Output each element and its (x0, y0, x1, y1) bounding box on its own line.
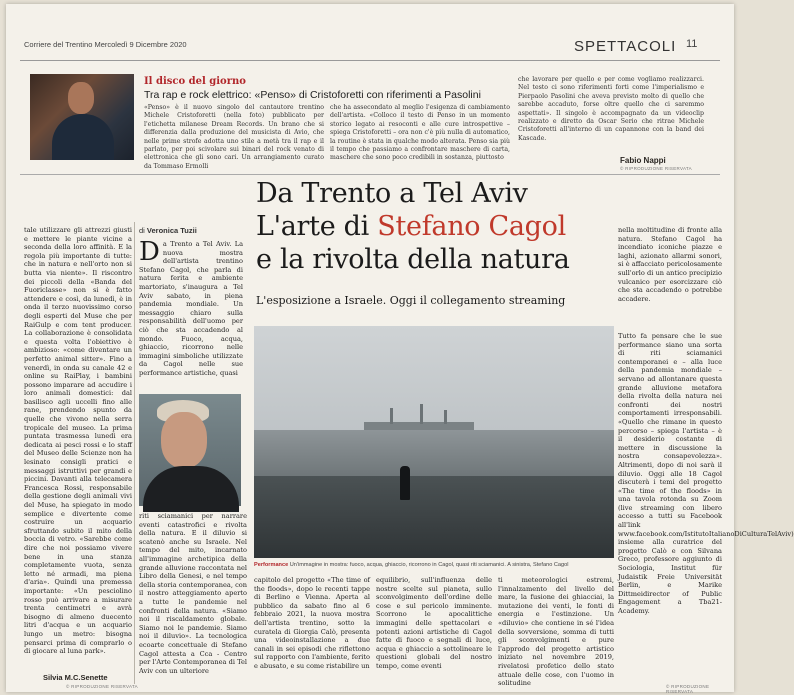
photo-sea (254, 430, 614, 480)
left-column-signature: Silvia M.C.Senette (43, 673, 108, 682)
musician-body (52, 114, 114, 160)
newspaper-page (6, 4, 794, 694)
photo-tower (390, 408, 393, 424)
article-intro (139, 237, 243, 390)
disco-column-1: «Penso» è il nuovo singolo del cantautore trentino Michele Cristoforetti (nella foto) pubblicato per l'etichetta milanese Dream Records. Un brano che si differenzia dalla produzione del musicista di Avio, che nelle prime strofe adotta uno stile a metà tra il rap e il parlato, per poi scivolare sui binari del rock venato di elettronica che gli sono cari. Un arrangiamento curato da Tommaso Ermolli (144, 104, 324, 170)
caption-text: Un'immagine in mostra: fuoco, acqua, ghiaccio, ricorrono in Cagol, quasi riti sciamanici. A sinistra, Stefano Cagol (288, 562, 569, 568)
headline-artist-name: Stefano Cagol (377, 211, 566, 242)
right-column-bottom: Tutto fa pensare che le sue performance siano una sorta di riti sciamanici contemporanei e – alla luce della pandemia mondiale – servano ad allontanare questa grande alluvione metafora della rivolta della natura nei confronti dei nostri comportamenti irresponsabili. «Quello che rimane in questo percorso – spiega l'artista – è il desiderio costante di mettere in discussione la nostra consapevolezza». Altrimenti, dopo di noi sarà il diluvio. Oggi alle 18 Cagol discuterà i temi del progetto «The time of the floods» in una tavola rotonda su Zoom (live streaming con libero accesso a tutti su Facebook all'link www.facebook.com/IstitutoItalianoDiCulturaTelAviv) insieme alla curatrice del progetto Calò e con Silvana Greco, professore aggiunto di Sociologia, Institut für Judaistik Freie Universität Berlin, e Marike Dittmeidirector of Public Engagement a Tba21-Academy. (618, 332, 794, 615)
photo-tower (420, 404, 423, 424)
photo-caption (254, 562, 616, 568)
disco-title: Tra rap e rock elettrico: «Penso» di Cristoforetti con riferimenti a Pasolini (144, 89, 481, 101)
header-rule (20, 60, 720, 61)
header-paper-date (24, 40, 187, 49)
photo-sky (254, 326, 614, 430)
photo-shore (254, 476, 614, 558)
photo-figure-artist (400, 466, 410, 500)
disco-rights: © RIPRODUZIONE RISERVATA (620, 166, 692, 171)
article-column-5: ti meteorologici estremi, l'innalzamento del livello del mare, la fusione dei ghiacciai, la mutazione dei venti, le fonti di energia e l'estinzione. Un «diluvio» che contiene in sé l'idea della sovversione, somma di tutti gli sconvolgimenti e pure l'approdo del progetto artistico iniziato nel novembre 2019, rivelatosi profetico dello stato attuale delle cose, con l'uomo in solitudine (498, 576, 614, 688)
headline-line-3: e la rivolta della natura (256, 244, 570, 275)
right-column-top: nella moltitudine di fronte alla natura. Stefano Cagol ha incendiato iconiche piazze e laghi, azionato allarmi sonori, si è affacciato pericolosamente sull'orlo di un antico precipizio vulcanico per esorcizzare ciò che sta accadendo o potrebbe accadere. (618, 226, 722, 303)
artist-photo-stefano-cagol (139, 394, 241, 506)
performance-photo (254, 326, 614, 558)
article-intro-text: a Trento a Tel Aviv. La nuova mostra dell'artista trentino Stefano Cagol, che parla di natura ferita e ambiente martoriato, s'inaugura a Tel Aviv sabato, in piena pandemia mondiale. Un messaggio chiaro sulla responsabilità dell'uomo per ciò che sta accadendo al mondo. Fuoco, acqua, ghiaccio, ricorrono nelle immagini simboliche utilizzate da Cagol nelle sue performance artistiche, quasi (139, 240, 243, 377)
disco-column-2: che ha assecondato al meglio l'esigenza di cambiamento dell'artista. «Colloco il testo di Penso in un momento storico legato ai resoconti e alle cure introspettive – spiega Cristoforetti – ora non c'è più nulla di automatico, la routine è stata in qualche modo alterata. Penso sia più il tempo che passiamo a confrontare maschere di carta, maschere che sono poco credibili in sostanza, piuttosto (330, 104, 510, 162)
section-rule (20, 174, 720, 175)
paper-name: Corriere del Trentino (24, 40, 93, 49)
article-column-2: riti sciamanici per narrare eventi catastrofici e rivolta della natura. E il diluvio si scatenò anche su Israele. Nel tempo del mito, incarnato all'immagine archetipica della grande alluvione raccontata nel Libro della Genesi, e nel tempo della storia contemporanea, con il nostro atteggiamento aperto a tutte le pandemie nel confronti della natura. «Siamo noi il riscaldamento globale. Siamo noi le pandemie. Siamo noi il diluvio». La tecnologica ecoarte concettuale di Stefano Cagol attesta a Cca - Centro per l'Arte Contemporanea di Tel Aviv con un ulteriore (139, 512, 247, 675)
artist-face (161, 412, 207, 468)
headline-line-2 (256, 211, 566, 242)
headline-line-1: Da Trento a Tel Aviv (256, 178, 528, 209)
left-column-text: tale utilizzare gli attrezzi giusti e mettere le piante vicine a seconda della loro affinità. E la regola più importante di tutte: che in natura e nell'orto non si butta via niente». Il riscontro dei piccoli della «Banda del Fuoriclasse» non si è fatto attendere e così, da lunedì, è in onda il terzo nuovissimo corso degli esperti del Muse che per RaiGulp e com tent producer. La collaborazione è consolidata e questa volta l'obiettivo è ambizioso: «come diventare un perfetto animal sitter». Fino a venerdì, in onda su canale 42 e online su RaiPlay, i bambini possono imparare ad accudire i loro animali domestici: dal basilisco agli uccelli fino alle rane, prendendo spunto da quelle che vivono nella serra tropicale del museo. La prima puntata trasmessa lunedì era dedicata ai pesci rossi e lo staff del Museo delle Scienze non ha lesinato consigli pratici e messaggi istruttivi per grandi e piccini. Davanti alla telecamera Francesca Rossi, responsabile della gestione degli animali vivi del Muse, ha spiegato in modo semplice e divertente come costruire un acquario sfruttando subito il mito della boccia di vetro. «Sarebbe come dire che noi possiamo vivere bene in una stanza completamente vuota, senza letto né armadi, ma piena d'aria». Quindi una premessa importante: «Un pesciolino rosso può arrivare a misurare trenta centimetri e avrà bisogno di almeno duecento litri d'acqua e un acquario lungo un metro: bisogna pensarci prima di comprarlo o di giocare al luna park». (24, 226, 132, 656)
left-column-rights: © RIPRODUZIONE RISERVATA (66, 684, 138, 689)
headline-line-2-pre: L'arte di (256, 211, 378, 242)
page-number: 11 (686, 38, 698, 50)
photo-tower (444, 410, 447, 424)
article-column-3: capitolo del progetto «The time of the floods», dopo le recenti tappe di Berlino e Vienna. Aperta al pubblico da sabato fino al 6 febbraio 2021, la nuova mostra dell'artista trentino, sotto la curatela di Giorgia Calò, presenta una videoinstallazione a due canali in sei episodi che riflettono sul rapporto con l'ambiente, ferito e abusato, e su come ristabilire un (254, 576, 370, 670)
byline (139, 226, 197, 235)
dropcap: D (139, 237, 160, 267)
disco-kicker: Il disco del giorno (144, 76, 246, 87)
right-column-rights: © RIPRODUZIONE RISERVATA (666, 684, 710, 694)
disco-photo-musician (30, 74, 134, 160)
musician-head (68, 82, 94, 114)
byline-author: Veronica Tuzii (146, 226, 197, 235)
caption-label: Performance (254, 562, 289, 568)
article-column-4: equilibrio, sull'influenza delle nostre scelte sul pianeta, sullo sconvolgimento dell'ordine delle cose e sul pericolo imminente. Scorrono le apocalittiche immagini delle spettacolari e potenti azioni artistiche di Cagol fatte di fuoco e segnali di luce, acqua e ghiaccio a sottolineare le questioni globali del nostro tempo, come eventi (376, 576, 492, 670)
column-separator (134, 222, 135, 684)
section-title: SPETTACOLI (574, 38, 677, 55)
paper-date: Mercoledì 9 Dicembre 2020 (94, 40, 187, 49)
artist-shirt (143, 466, 239, 512)
headline-deck: L'esposizione a Israele. Oggi il collegamento streaming (256, 294, 566, 307)
byline-pre: di (139, 226, 147, 235)
disco-column-3: che lavorare per quello e per come vogliamo realizzarci. Nel testo ci sono riferimenti forti come l'imperialismo e Pierpaolo Pasolini che aveva previsto molto di quello che sarebbe accaduto, forse oltre quello che ci saremmo aspettati». Il singolo è accompagnato da un videoclip realizzato e diretto da Oscar Serio che ritrae Michele Cristoforetti all'interno di un capannone con la band dei Kascade. (518, 76, 704, 142)
disco-signature: Fabio Nappi (620, 156, 666, 165)
